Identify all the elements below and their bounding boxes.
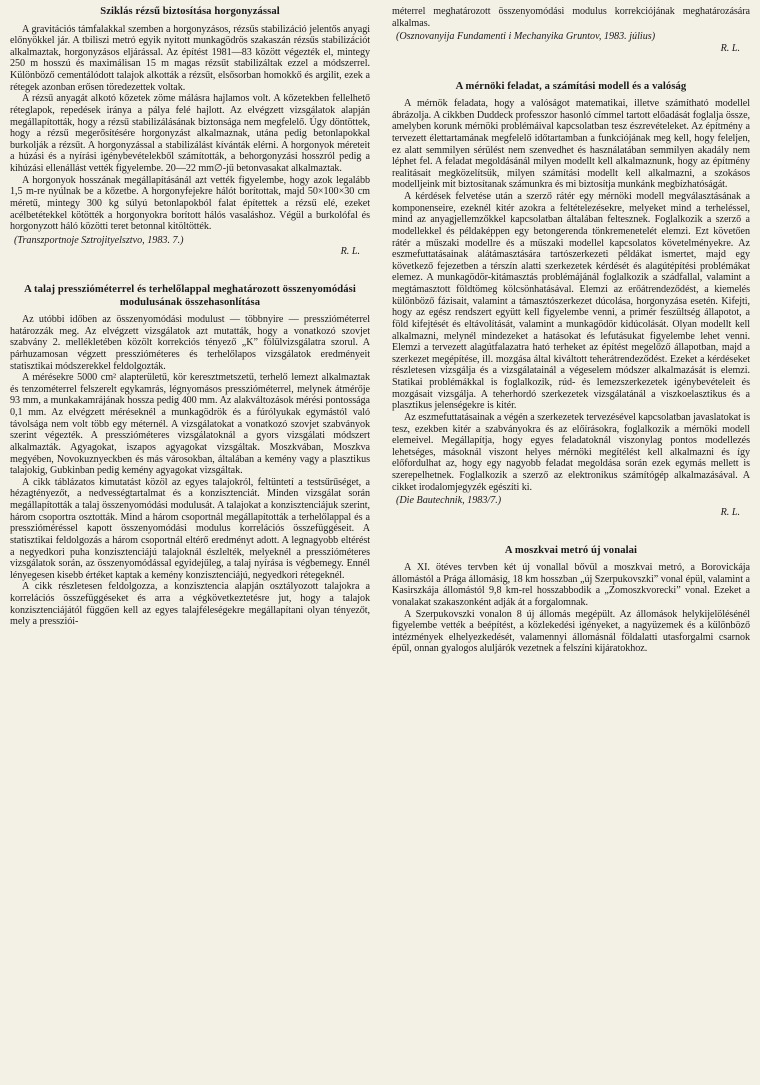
article-engineering-model — [392, 81, 750, 519]
article-source: (Transzportnoje Sztrojityelsztvo, 1983. 7.) — [14, 234, 184, 246]
paragraph: A gravitációs támfalakkal szemben a horgonyzásos, rézsűs stabilizáció jelentős anyagi előnyökkel jár. A tbiliszi metró egyik nyitott munkagödrös szakaszán rézsűs stabilizációt alkalmaztak, horgonyzásos eljárással. Az építést 1981—83 között végezték el, mintegy 250 m hosszú és maximálisan 15 m magas rézsűt stabilizáltak ezzel a módszerrel. Különböző cementálódott talajok alkották a rézsűt, elsősorban homokkő és argilit, ezek a rétegek azonban erősen töredezettek voltak. — [10, 23, 370, 93]
article-pressuremeter-continued — [392, 6, 750, 55]
author-initials: R. L. — [340, 246, 360, 258]
paragraph: A cikk részletesen feldolgozza, a konzisztencia alapján osztályozott talajokra a korrelációs összefüggéseket és arra a végkövetkeztetésre jut, hogy a talajok konzisztenciájától függően kell az egyes talajféleségekre megállapítani olyan tényezőt, mely a pressziói- — [10, 581, 370, 628]
paragraph: A cikk táblázatos kimutatást közöl az egyes talajokról, feltüntetí a testsűrűséget, a hézagtényezőt, a nedvességtartalmat és a konzisztenciát. Minden vizsgálat során megállapították a talaj összenyomódási modulusát. A talajokat a konzisztenciájuk szerint, három csoportra osztották. Mind a három csoportnál megállapították a terhelőlappal és a presszióméréssel kapott összenyomódási modulus korrelációs összefüggéseit. A statisztikai feldolgozás a három csoportnál eltérő eredményt adott. A legnagyobb eltérést a negyedkori puha konzisztenciájú talajoknál észlelték, melyeknél a presszióméteres vizsgálatok során, az összenyomódással egyidejűleg, a talaj nyírása is végbemegy. Ennél lényegesen kisebb értéket kaptak a kemény konzisztenciájú, negyedkori rétegeknél. — [10, 476, 370, 581]
author-initials: R. L. — [720, 42, 740, 54]
article-slope-anchoring — [10, 6, 370, 258]
paragraph-continued: méterrel meghatározott összenyomódási modulus korrekciójának meghatározására alkalmas. — [392, 6, 750, 29]
paragraph: A mérnök feladata, hogy a valóságot matematikai, illetve számítható modellel ábrázolja. A cikkben Duddeck professzor hasonló címmel tartott előadását foglalja össze, amelyben korunk mérnöki problémáival kapcsolatban tesz észrevételeket. Az építmény a tervezett élettartamának megfelelő időtartamban a funkciójának meg kell, hogy feleljen, ez alatt semmilyen sérülést nem szenvedhet és használatában semmilyen akadály nem léphet fel. A feladat megoldásánál milyen modellt kell alkalmaznunk, hogy az építmény realitásait megközelítsük, milyen számítási modellt kell alkalmazni, a szokásos modelljeink mit biztosítanak számunkra és mi biztosítja munkánk megbízhatóságát. — [392, 98, 750, 191]
paragraph: Az eszmefuttatásainak a végén a szerkezetek tervezésével kapcsolatban javaslatokat is tesz, ezekben kitér a szabványokra és az előírásokra, foglalkozik a mérnöki modell elemeivel. Megállapítja, hogy egyes feladatoknál viszonylag pontos modellezés lehetséges, másoknál viszont helyes mérnöki megítélést kell alkalmazni és így előfordulhat az, hogy egy nagyobb feladat megoldása során ezek egymás mellett is szerepelhetnek. Foglalkozik a szerző az elektronikus számítógép alkalmazásával. A cikket irodalomjegyzék egészíti ki. — [392, 411, 750, 493]
article-title: Sziklás rézsű biztosítása horgonyzással — [100, 6, 280, 17]
article-source: (Die Bautechnik, 1983/7.) — [396, 495, 502, 507]
spacer — [392, 55, 750, 81]
article-source: (Osznovanyija Fundamenti i Mechanyika Gruntov, 1983. július) — [396, 31, 656, 43]
article-title: A moszkvai metró új vonalai — [504, 544, 638, 556]
author-initials: R. L. — [720, 506, 740, 518]
article-pressuremeter — [10, 284, 370, 628]
spacer — [10, 258, 370, 284]
spacer — [392, 519, 750, 545]
article-title: A talaj presszióméterrel és terhelőlappal meghatározott összenyomódási modulusának összehasonlítása — [24, 284, 356, 308]
paragraph: A XI. ötéves tervben két új vonallal bővül a moszkvai metró, a Borovickája állomástól a Prága állomásig, 18 km hosszban „új Szerpukovszki” vonal épül, valamint a Kasirszkája állomástól 9,8 km-rel hosszabbodik a „Zomoszkvorecki” vonal. Ezeket a vonalakat szakaszonként adják át a forgalomnak. — [392, 562, 750, 608]
paragraph: A mérésekre 5000 cm² alapterületű, kör keresztmetszetű, terhelő lemezt alkalmaztak és tenzométerrel felszerelt egykamrás, légnyomásos presszióméterrel, melynek átmérője 93 mm, a munkakamrájának hossza pedig 400 mm. Az alakváltozások mérési pontossága 0,1 mm. Az elvégzett méréseknél a munkagödrök és a fúrólyukak egymástól való távolsága nem volt több egy méternél. A vizsgálatokat a vonatkozó szovjet szabványok szerint végezték. A presszióméteres vizsgálatoknál a gyors vizsgálati módszert alkalmazták. Agyagokat, iszapos agyagokat vizsgáltak. Moszkvában, Moszkva megyében, Novokuznyeckben és más városokban, általában a kemény vagy a plasztikus talajokig, Gubkinban pedig kemény agyagokat vizsgáltak. — [10, 372, 370, 477]
paragraph: A Szerpukovszki vonalon 8 új állomás megépült. Az állomások helykijelölésénél figyelembe vették a beépítést, a közlekedési igényeket, a nagyüzemek és a különböző intézmények elhelyezkedését, valamennyi állomásnál földalatti utasforgalmi csarnok épül, onnan gyalogos aluljárók vezetnek a felszíni kijáratokhoz. — [392, 608, 750, 655]
paragraph: Az utóbbi időben az összenyomódási modulust — többnyire — presszióméterrel határozzák meg. Az elvégzett vizsgálatok azt mutatták, hogy a vonatkozó szovjet szabvány 2. mellékletében közölt korrekciós tényező „K” fölülvizsgálatra szorul. A párhuzamosan végzett presszióméteres és terhelőlapos vizsgálatok eredményeit statisztikai módszerekkel feldolgozták. — [10, 314, 370, 372]
paragraph: A rézsű anyagát alkotó kőzetek zöme málásra hajlamos volt. A kőzetekben fellelhető réteglapok, repedések iránya a pálya felé hajlott. Az elvégzett vizsgálatok alapján megállapították, hogy a rézsű stabilizálásának biztonsága nem megfelelő. Úgy döntöttek, hogy a rézsű megerősítésére horgonyzást alkalmaznak, utána pedig betonlapokkal burkolják a rézsűt. A horgonyzással a stabilizálást kívánták elérni. A horgonyok méreteit a húzási és a nyírási igénybevételekből számították, a behorgonyzási hosszról pedig a kihúzási ellenállást vették figyelembe. 20—22 mm∅-jű betonvasakat alkalmaztak. — [10, 93, 370, 174]
right-column — [392, 6, 750, 655]
article-title: A mérnöki feladat, a számítási modell és a valóság — [455, 80, 687, 92]
paragraph: A kérdések felvetése után a szerző rátér egy mérnöki modell megválasztásának a komponenseire, ezeknél kitér azokra a feltételezésekre, melyeket mind a terheléssel, mind az anyagjellemzőkkel kapcsolatban általában feltesznek. Foglalkozik a szerző a modellekkel és példaképpen egy betongerenda tönkremenetelét elemzi. Ezt követően rátér a műszaki modellre és a műszaki modellel kapcsolatos követelményekre. Az eszmefuttatásainak alátámasztására tartószerkezeti példákat ismertet, majd egy következő fejezetben a térszín alatti szerkezetek kérdését és alagútépítési problémákat elemez. A munkagödör-kitámasztás problémájánál foglalkozik a szádfallal, valamint a megtámasztott földtömeg kölcsönhatásával. Elemzi az erőátrendeződést, a kiemelés különböző fázisait, valamint a támasztószerkezet dúcolása, horgonyzása esetén. Kifejti, hogy az egész rendszert együtt kell figyelembe venni, a primér feszültség állapotot, a föld kifejtését és eltávolítását, valamint a munkagödör kidúcolását. Olyan modellt kell alkalmazni, melynél mindezeket a hatásokat és lefutásukat figyelembe lehet venni. Elemzi a tervezett alagútfalazatra ható terheket az építést megelőző állapotban, majd a szerkezet megépítése, ill. mozgása által kiváltott teherátrendeződést. Ezeket a kérdéseket részletesen vizsgálja és a vizsgálatainál a végeselem módszer alkalmazását is elemzi. Statikai problémákkal is foglalkozik, rúd- és lemezszerkezetek igénybevételeit és mozgásait vizsgálja. A teherhordó szerkezetek vizsgálatánál a viszkoelasztikus és a plasztikus jelenségekre is kitér. — [392, 191, 750, 412]
left-column — [10, 6, 370, 628]
paragraph: A horgonyok hosszának megállapításánál azt vették figyelembe, hogy azok legalább 1,5 m-re nyúlnak be a kőzetbe. A horgonyfejekre hálót borítottak, majd 50×100×30 cm méretű, mintegy 300 kg súlyú betonlapokból falat építettek a rézsű elé, ezeket acélbetétekkel kötötték a horgonyokra borított hálós vasaláshoz. Végül a burkolófal és horgonyzott háló közötti teret betonnal kitöltötték. — [10, 174, 370, 233]
article-moscow-metro — [392, 545, 750, 656]
